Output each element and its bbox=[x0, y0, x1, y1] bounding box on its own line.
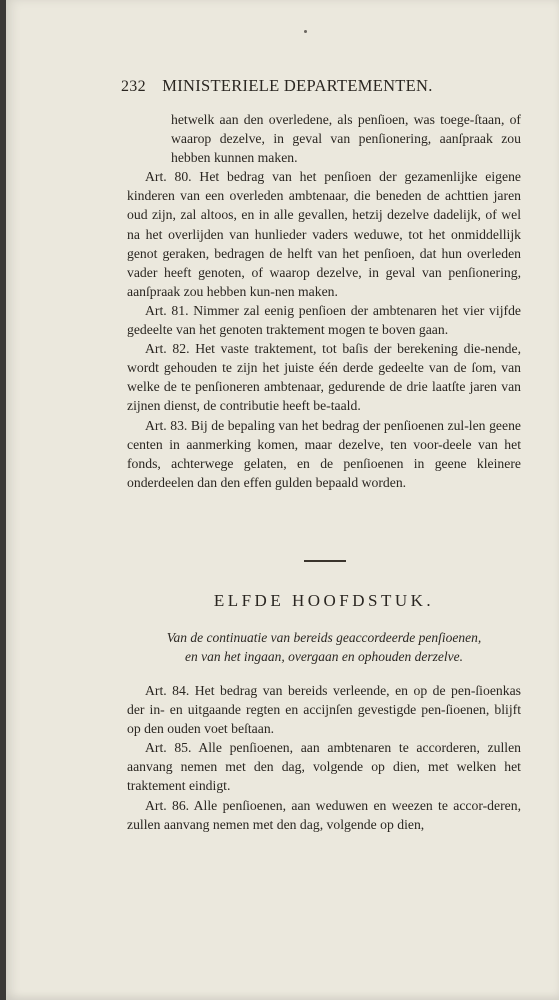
article-83: Art. 83. Bij de bepaling van het bedrag der penſioenen zul-len geene centen in aanmerking komen, maar dezelve, ten voor-deele van het fonds, achterwege gelaten, en de penſioenen in geene kleinere onderdeelen dan den effen gulden bepaald worden. bbox=[127, 417, 521, 490]
article-85: Art. 85. Alle penſioenen, aan ambtenaren te accorderen, zullen aanvang nemen met den dag, volgende op dien, met welken het traktement eindigt. bbox=[127, 740, 521, 794]
page-speck bbox=[304, 30, 307, 33]
text-block-lower bbox=[127, 681, 521, 834]
article-84: Art. 84. Het bedrag van bereids verleende, en op de pen-ſioenkas der in- en uitgaande regten en accijnſen gevestigde pen-ſioenen, blijft op den ouden voet beſtaan. bbox=[127, 683, 521, 737]
text-block-upper bbox=[127, 110, 521, 492]
article-82: Art. 82. Het vaste traktement, tot baſis der berekening die-nende, wordt gehouden te zijn het juiste één derde gedeelte van de ſom, van welke de te penſioneren ambtenaar, gedurende de drie laatſte jaren van zijnen dienst, de contributie heeft be-taald. bbox=[127, 341, 521, 414]
subtitle-line-1: Van de continuatie van bereids geaccordeerde penſioenen, bbox=[166, 630, 482, 645]
running-title: MINISTERIELE DEPARTEMENTEN. bbox=[162, 76, 433, 95]
book-page bbox=[6, 0, 559, 1000]
chapter-subtitle bbox=[127, 628, 521, 666]
running-header bbox=[121, 76, 521, 96]
chapter-heading: ELFDE HOOFDSTUK. bbox=[213, 591, 435, 610]
article-80: Art. 80. Het bedrag van het penſioen der gezamenlijke eigene kinderen van een overleden ambtenaar, die beneden de achttien jaren oud zijn, zal altoos, en in alle gevallen, hetzij dezelve dadelijk, of wel na het overlijden van hunlieder vaders weduwe, tot het onmiddellijk genot geraken, bedragen de helft van het penſioen, dat hun overleden vader heeft genoten, of waarop dezelve, in geval van penſionering, aanſpraak zou hebben kun-nen maken. bbox=[127, 169, 521, 299]
page-number: 232 bbox=[121, 78, 146, 95]
paragraph-continuation: hetwelk aan den overledene, als penſioen, was toege-ſtaan, of waarop dezelve, in geval van penſionering, aanſpraak zou hebben kunnen maken. bbox=[171, 112, 521, 166]
article-86: Art. 86. Alle penſioenen, aan weduwen en weezen te accor-deren, zullen aanvang nemen met den dag, volgende op dien, bbox=[127, 797, 521, 832]
subtitle-line-2: en van het ingaan, overgaan en ophouden derzelve. bbox=[184, 649, 464, 664]
article-81: Art. 81. Nimmer zal eenig penſioen der ambtenaren het vier vijfde gedeelte van het genoten traktement mogen te boven gaan. bbox=[127, 302, 521, 338]
section-separator bbox=[304, 560, 346, 562]
